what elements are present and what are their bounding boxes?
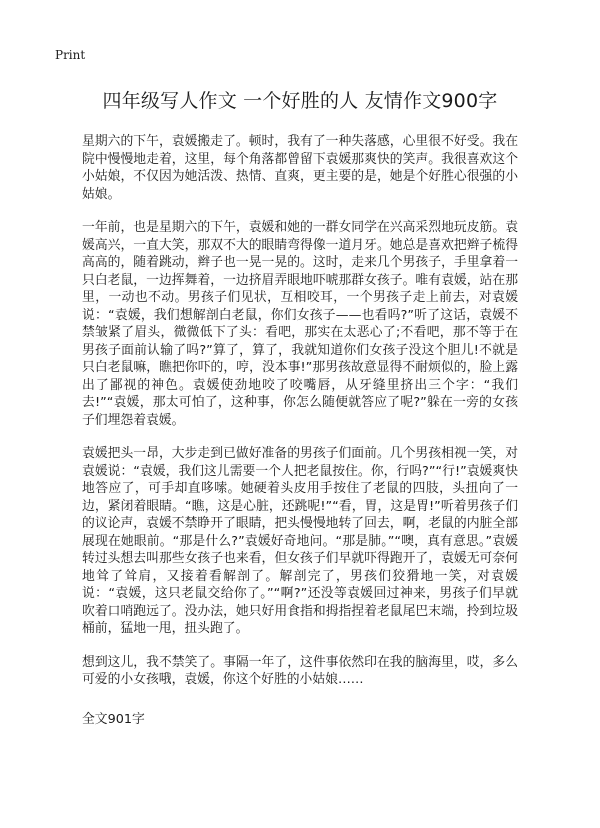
article-paragraph-1: 星期六的下午，袁媛搬走了。顿时，我有了一种失落感，心里很不好受。我在院中慢慢地走着，这里，每个角落都曾留下袁媛那爽快的笑声。我很喜欢这个小姑娘，不仅因为她活泼、热情、直爽，更主要的是，她是个好胜心很强的小姑娘。 xyxy=(82,134,518,202)
print-link[interactable]: Print xyxy=(55,48,86,62)
article-paragraph-2: 一年前，也是星期六的下午，袁媛和她的一群女同学在兴高采烈地玩皮筋。袁媛高兴，一直大笑，那双不大的眼睛弯得像一道月牙。她总是喜欢把辫子梳得高高的，随着跳动，辫子也一晃一晃的。这时，走来几个男孩子，手里拿着一只白老鼠，一边挥舞着，一边挤眉弄眼地吓唬那群女孩子。唯有袁媛，站在那里，一动也不动。男孩子们见状，互相咬耳，一个男孩子走上前去，对袁媛说：“袁媛，我们想解剖白老鼠，你们女孩子——也看吗?”听了这话，袁媛不禁皱紧了眉头，微微低下了头：看吧，那实在太恶心了;不看吧，那不等于在男孩子面前认输了吗?”算了，算了，我就知道你们女孩子没这个胆儿!不就是只白老鼠嘛，瞧把你吓的，哼，没本事!”那男孩故意显得不耐烦似的，脸上露出了鄙视的神色。袁媛使劲地咬了咬嘴唇，从牙缝里挤出三个字：“我们去!”“袁媛，那太可怕了，这种事，你怎么随便就答应了呢?”躲在一旁的女孩子们埋怨着袁媛。 xyxy=(82,220,518,428)
word-count: 全文901字 xyxy=(82,711,145,727)
article-paragraph-3: 袁媛把头一昂，大步走到已做好准备的男孩子们面前。几个男孩相视一笑，对袁媛说：“袁媛，我们这儿需要一个人把老鼠按住。你，行吗?”“行!”袁媛爽快地答应了，可手却直哆嗦。她硬着头皮用手按住了老鼠的四肢，头扭向了一边，紧闭着眼睛。“瞧，这是心脏，还跳呢!”“看，胃，这是胃!”听着男孩子们的议论声，袁媛不禁睁开了眼睛，把头慢慢地转了回去，啊，老鼠的内脏全部展现在她眼前。“那是什么?”袁媛好奇地问。“那是肺。”“噢，真有意思。”袁媛转过头想去叫那些女孩子也来看，但女孩子们早就吓得跑开了，袁媛无可奈何地耸了耸肩，又接着看解剖了。解剖完了，男孩们狡猾地一笑，对袁媛说：“袁媛，这只老鼠交给你了。”“啊?”还没等袁媛回过神来，男孩子们早就吹着口哨跑远了。没办法，她只好用食指和拇指捏着老鼠尾巴末端，拎到垃圾桶前，猛地一甩，扭头跑了。 xyxy=(82,446,518,636)
article-paragraph-4: 想到这儿，我不禁笑了。事隔一年了，这件事依然印在我的脑海里，哎，多么可爱的小女孩哦，袁媛，你这个好胜的小姑娘…… xyxy=(82,654,518,687)
article-title: 四年级写人作文 一个好胜的人 友情作文900字 xyxy=(102,90,498,112)
